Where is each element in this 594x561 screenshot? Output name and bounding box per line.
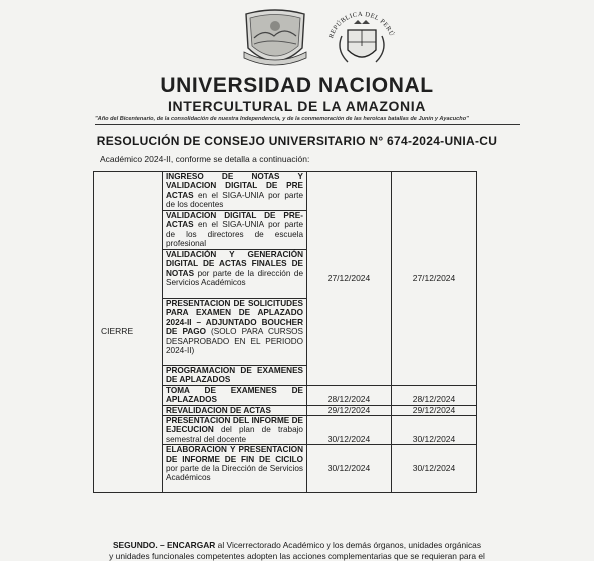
header-divider xyxy=(95,124,520,125)
university-name: UNIVERSIDAD NACIONAL xyxy=(160,74,434,97)
activity-cell: REVALIDACION DE ACTAS xyxy=(163,405,307,415)
activity-cell: PRESENTACION DE SOLICITUDES PARA EXAMEN DE APLAZADO 2024-II – ADJUNTADO BOUCHER DE PAGO (SOLO PARA CURSOS DESAPROBADO EN EL PERIODO 2024-II) xyxy=(163,299,307,366)
start-date-cell: 28/12/2024 xyxy=(307,385,392,405)
national-seal-icon xyxy=(322,6,402,76)
phase-cell: CIERRE xyxy=(94,172,163,493)
end-date-cell: 30/12/2024 xyxy=(392,416,477,445)
start-date-cell: 30/12/2024 xyxy=(307,445,392,493)
year-motto: "Año del Bicentenario, de la consolidación de nuestra Independencia, y de la conmemoración de las heroicas batallas de Junín y Ayacucho" xyxy=(95,116,469,122)
activity-cell: VALIDACIÓN Y GENERACIÓN DIGITAL DE ACTAS FINALES DE NOTAS por parte de la dirección de Servicios Académicos xyxy=(163,250,307,299)
resolution-title: RESOLUCIÓN DE CONSEJO UNIVERSITARIO N° 674-2024-UNIA-CU xyxy=(96,134,498,148)
segundo-paragraph-line2: y unidades funcionales competentes adopten las acciones complementarias que se requieran para el xyxy=(109,551,485,561)
activity-cell: INGRESO DE NOTAS Y VALIDACION DIGITAL DE PRE ACTAS en el SIGA-UNIA por parte de los docentes xyxy=(163,172,307,211)
table-row xyxy=(94,172,477,211)
start-date-cell: 30/12/2024 xyxy=(307,416,392,445)
end-date-cell: 30/12/2024 xyxy=(392,445,477,493)
activity-cell: VALIDACION DIGITAL DE PRE-ACTAS en el SIGA-UNIA por parte de los directores de escuela profesional xyxy=(163,211,307,250)
start-date-cell: 27/12/2024 xyxy=(307,172,392,386)
schedule-table xyxy=(93,171,477,493)
start-date-cell: 29/12/2024 xyxy=(307,405,392,415)
end-date-cell: 27/12/2024 xyxy=(392,172,477,386)
end-date-cell: 29/12/2024 xyxy=(392,405,477,415)
activity-cell: TOMA DE EXAMENES DE APLAZADOS xyxy=(163,385,307,405)
university-subname: INTERCULTURAL DE LA AMAZONIA xyxy=(168,98,426,114)
university-logo-icon xyxy=(240,8,310,70)
activity-cell: PRESENTACION DEL INFORME DE EJECUCION del plan de trabajo semestral del docente xyxy=(163,416,307,445)
seal-text: REPÚBLICA DEL PERÚ xyxy=(328,10,396,40)
activity-cell: ELABORACION Y PRESENTACION DE INFORME DE FIN DE CICILO por parte de la Dirección de Servicios Académicos xyxy=(163,445,307,493)
segundo-paragraph: SEGUNDO. – ENCARGAR al Vicerrectorado Académico y los demás órganos, unidades orgánicas xyxy=(112,540,482,550)
activity-cell: PROGRAMACION DE EXAMENES DE APLAZADOS xyxy=(163,366,307,386)
intro-text: Académico 2024-II, conforme se detalla a continuación: xyxy=(100,154,310,164)
end-date-cell: 28/12/2024 xyxy=(392,385,477,405)
